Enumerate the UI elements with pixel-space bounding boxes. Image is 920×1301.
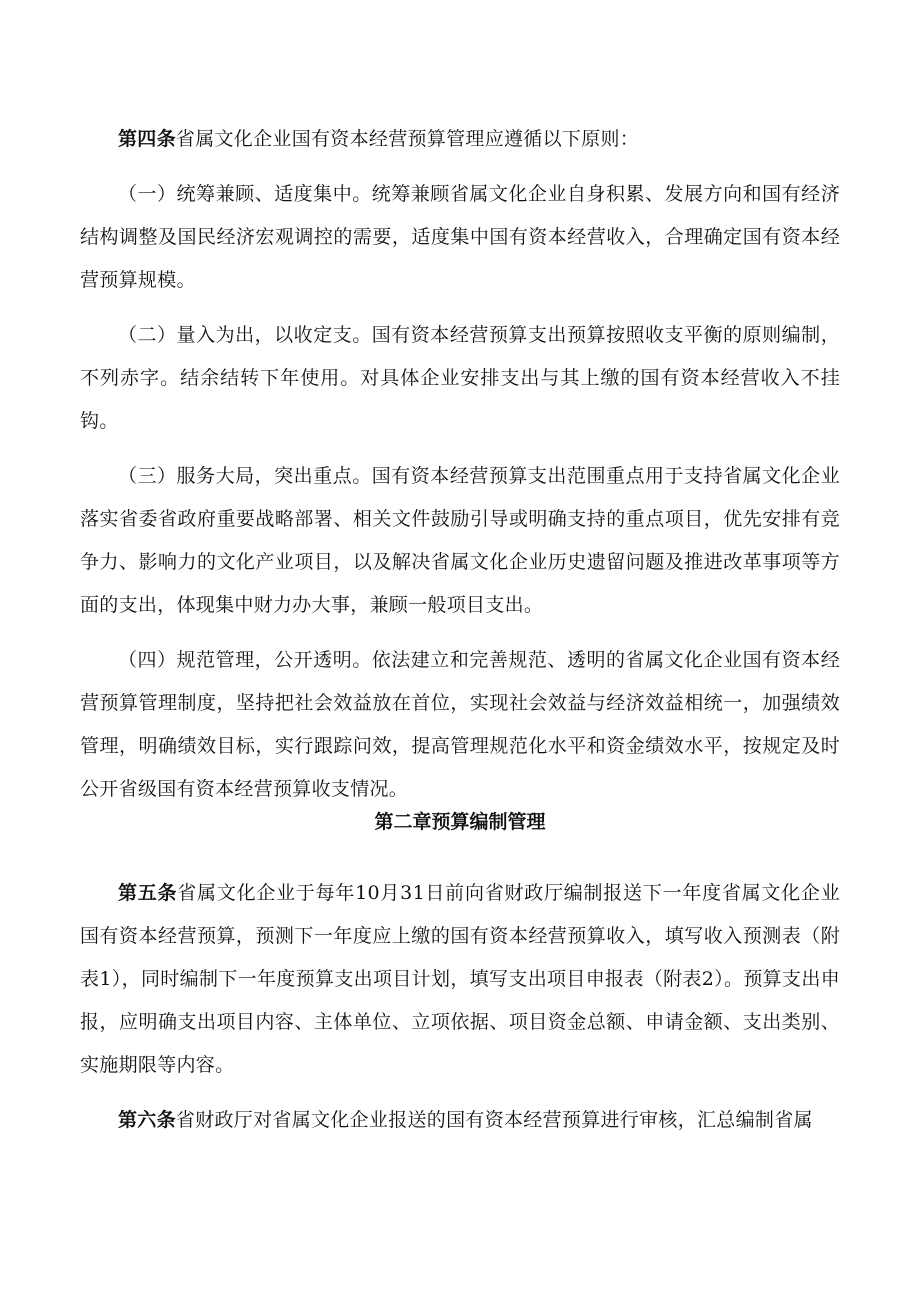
article-4-text: 省属文化企业国有资本经营预算管理应遵循以下原则： [175,128,640,150]
article-4 [80,118,840,161]
article-6-label: 第六条 [118,1109,176,1131]
article-5 [80,872,840,1087]
article-6 [80,1099,840,1142]
document-page [80,118,840,1142]
spacer [80,844,840,872]
article-5-label: 第五条 [118,882,178,904]
principle-3: （三）服务大局，突出重点。国有资本经营预算支出范围重点用于支持省属文化企业落实省委省政府重要战略部署、相关文件鼓励引导或明确支持的重点项目，优先安排有竞争力、影响力的文化产业项目，以及解决省属文化企业历史遗留问题及推进改革事项等方面的支出，体现集中财力办大事，兼顾一般项目支出。 [80,465,840,616]
principle-4: （四）规范管理，公开透明。依法建立和完善规范、透明的省属文化企业国有资本经营预算管理制度，坚持把社会效益放在首位，实现社会效益与经济效益相统一，加强绩效管理，明确绩效目标，实行跟踪问效，提高管理规范化水平和资金绩效水平，按规定及时公开省级国有资本经营预算收支情况。 [80,649,840,800]
article-4-label: 第四条 [118,128,176,150]
principle-2: （二）量入为出，以收定支。国有资本经营预算支出预算按照收支平衡的原则编制，不列赤字。结余结转下年使用。对具体企业安排支出与其上缴的国有资本经营收入不挂钩。 [80,324,840,432]
article-6-text: 省财政厅对省属文化企业报送的国有资本经营预算进行审核，汇总编制省属 [175,1109,813,1131]
article-5-text: 省属文化企业于每年10月31日前向省财政厅编制报送下一年度省属文化企业国有资本经营预算，预测下一年度应上缴的国有资本经营预算收入，填写收入预测表（附表1），同时编制下一年度预算支出项目计划，填写支出项目申报表（附表2）。预算支出申报，应明确支出项目内容、主体单位、立项依据、项目资金总额、申请金额、支出类别、实施期限等内容。 [80,882,840,1076]
chapter-2-title: 第二章预算编制管理 [374,811,546,833]
principle-1: （一）统筹兼顾、适度集中。统筹兼顾省属文化企业自身积累、发展方向和国有经济结构调整及国民经济宏观调控的需要，适度集中国有资本经营收入，合理确定国有资本经营预算规模。 [80,183,840,291]
